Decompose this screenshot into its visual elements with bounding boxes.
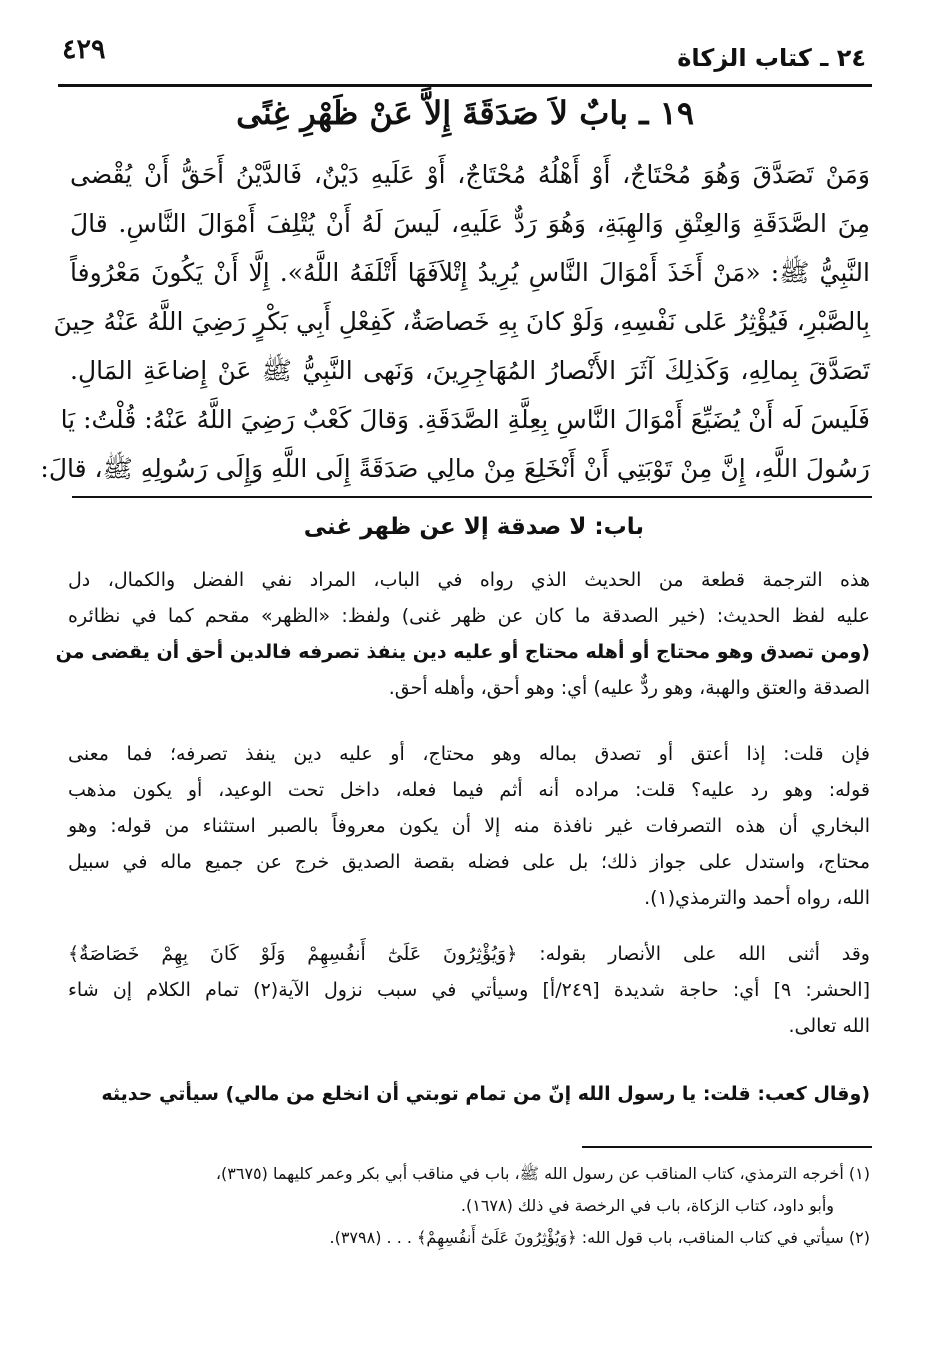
hadith-line: مِنَ الصَّدَقَةِ وَالعِتْقِ وَالهِبَةِ، وَهُوَ رَدٌّ عَلَيهِ، لَيسَ لَهُ أَنْ يُتْلِفَ أَمْوَالَ النَّاسِ. قالَ [70, 209, 870, 238]
commentary-line: (وقال كعب: قلت: يا رسول الله إنّ من تمام توبتي أن انخلع من مالي) سيأتي حديثه [101, 1083, 870, 1105]
commentary-paragraph [55, 562, 870, 706]
commentary-line: (ومن تصدق وهو محتاج أو أهله محتاج أو عليه دين ينفذ تصرفه فالدين أحق أن يقضى من [55, 641, 870, 663]
running-header: ٢٤ ـ كتاب الزكاة [677, 44, 866, 72]
hadith-line: النَّبِيُّ ﷺ: «مَنْ أَخَذَ أَمْوَالَ النَّاسِ يُرِيدُ إِتْلاَفَهَا أَتْلَفَهُ اللَّهُ». إِلَّا أَنْ يَكُونَ مَعْرُوفاً [70, 258, 870, 287]
footnotes [68, 1158, 870, 1254]
hadith-line: بِالصَّبْرِ، فَيُؤْثِرُ عَلى نَفْسِهِ، وَلَوْ كانَ بِهِ خَصاصَةٌ، كَفِعْلِ أَبِي بَكْرٍ رَضِيَ اللَّهُ عَنْهُ حِينَ [53, 307, 870, 336]
commentary-line: الصدقة والعتق والهبة، وهو ردٌّ عليه) أي: وهو أحق، وأهله أحق. [388, 677, 870, 699]
commentary-paragraph [68, 936, 870, 1044]
chapter-heading: ١٩ ـ بابٌ لاَ صَدَقَةَ إِلاَّ عَنْ ظَهْرِ غِنًى [236, 94, 694, 132]
commentary-line: الله تعالى. [788, 1015, 870, 1037]
commentary-line: عليه لفظ الحديث: (خير الصدقة ما كان عن ظهر غنى) ولفظ: «الظهر» مقحم كما في نظائره [68, 605, 870, 627]
hadith-line: تَصَدَّقَ بِمالِهِ، وَكَذلِكَ آثَرَ الأَنْصارُ المُهَاجِرِينَ، وَنَهى النَّبِيُّ ﷺ عَنْ إِضاعَةِ المَالِ. [70, 356, 870, 385]
hadith-line: رَسُولَ اللَّهِ، إِنَّ مِنْ تَوْبَتِي أَنْ أَنْخَلِعَ مِنْ مالِي صَدَقَةً إِلَى اللَّهِ وَإِلَى رَسُولِهِ ﷺ، قالَ: [40, 454, 870, 483]
hadith-line: وَمَنْ تَصَدَّقَ وَهُوَ مُحْتَاجٌ، أَوْ أَهْلُهُ مُحْتَاجٌ، أَوْ عَلَيهِ دَيْنٌ، فَالدَّيْنُ أَحَقُّ أَنْ يُقْضى [70, 160, 870, 189]
page-number: ٤٢٩ [62, 34, 106, 65]
footnote-line: (٢) سيأتي في كتاب المناقب، باب قول الله: ﴿وَيُؤْثِرُونَ عَلَىٰٓ أَنفُسِهِمْ﴾ . . . (٣٧٩٨). [329, 1228, 870, 1247]
commentary-line: وقد أثنى الله على الأنصار بقوله: ﴿وَيُؤْثِرُونَ عَلَىٰٓ أَنفُسِهِمْ وَلَوْ كَانَ بِهِمْ خَصَاصَةٌ﴾ [68, 943, 870, 965]
footnote-rule [582, 1146, 872, 1148]
commentary-paragraph [68, 736, 870, 916]
commentary-paragraph [68, 1076, 870, 1112]
commentary-line: محتاج، واستدل على جواز ذلك؛ بل على فضله بقصة الصديق خرج عن جميع ماله في سبيل [68, 851, 870, 873]
commentary-line: الله، رواه أحمد والترمذي(١). [644, 887, 870, 909]
commentary-line: هذه الترجمة قطعة من الحديث الذي رواه في الباب، المراد نفي الفضل والكمال، دل [68, 569, 870, 591]
commentary-line: [الحشر: ٩] أي: حاجة شديدة [٢٤٩/أ] وسيأتي في سبب نزول الآية(٢) تمام الكلام إن شاء [68, 979, 870, 1001]
header-rule [58, 84, 872, 87]
commentary-line: فإن قلت: إذا أعتق أو تصدق بماله وهو محتاج، أو عليه دين ينفذ تصرفه؛ فما معنى [68, 743, 870, 765]
commentary-title: باب: لا صدقة إلا عن ظهر غنى [303, 514, 644, 540]
commentary-line: البخاري أن هذه التصرفات غير نافذة منه إلا أن يكون معروفاً بالصبر استثناء من قوله: وهو [68, 815, 870, 837]
commentary-line: قوله: وهو رد عليه؟ قلت: مراده أنه أثم فيما فعله، داخل تحت الوعيد، أو يكون مذهب [68, 779, 870, 801]
hadith-line: فَلَيسَ لَه أَنْ يُضَيِّعَ أَمْوَالَ النَّاسِ بِعِلَّةِ الصَّدَقَةِ. وَقالَ كَعْبٌ رَضِيَ اللَّهُ عَنْهُ: قُلْتُ: يَا [60, 405, 870, 434]
section-divider [72, 496, 872, 498]
hadith-text [40, 150, 870, 493]
footnote-line: (١) أخرجه الترمذي، كتاب المناقب عن رسول الله ﷺ، باب في مناقب أبي بكر وعمر كليهما (٣٦٧٥)، [215, 1164, 870, 1183]
footnote-line: وأبو داود، كتاب الزكاة، باب في الرخصة في ذلك (١٦٧٨). [460, 1196, 834, 1215]
